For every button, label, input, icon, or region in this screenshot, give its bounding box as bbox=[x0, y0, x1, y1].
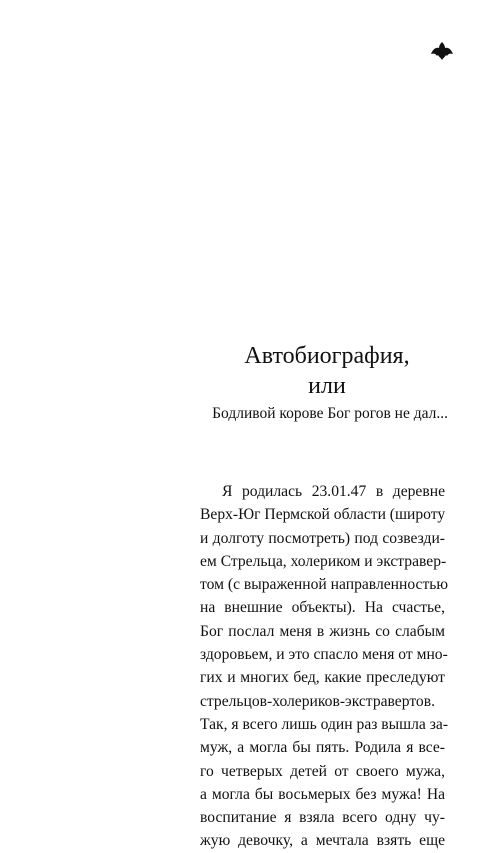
body-line: Я родилась 23.01.47 в деревне bbox=[222, 483, 445, 500]
body-line: жую девочку, а мечтала взять еще bbox=[200, 832, 445, 850]
body-line: го четверых детей от своего мужа, bbox=[200, 762, 445, 780]
body-line: воспитание я взяла всего одну чу- bbox=[200, 809, 445, 827]
body-line: муж, а могла бы пять. Родила я все- bbox=[200, 739, 445, 757]
body-line: здоровьем, и это спасло меня от мно- bbox=[200, 646, 448, 664]
body-paragraph bbox=[200, 480, 449, 853]
body-line: Так, я всего лишь один раз вышла за- bbox=[200, 715, 449, 733]
chapter-subtitle: Бодливой корове Бог рогов не дал... bbox=[212, 405, 448, 422]
chapter-title bbox=[196, 341, 458, 401]
chapter-title-line-1: Автобиография, bbox=[244, 343, 410, 369]
body-line: на внешние объекты). На счастье, bbox=[200, 599, 445, 617]
body-line: гих и многих бед, какие преследуют bbox=[200, 669, 445, 687]
body-line: а могла бы восьмерых без мужа! На bbox=[200, 785, 445, 803]
publisher-ornament-icon bbox=[430, 41, 454, 61]
body-line: том (с выраженной направленностью bbox=[200, 576, 449, 594]
chapter-title-line-2: или bbox=[308, 373, 346, 399]
body-line: и долготу посмотреть) под созвезди- bbox=[200, 529, 445, 547]
body-line: стрельцов-холериков-экстравертов. bbox=[200, 692, 435, 710]
body-line: ем Стрельца, холериком и экстравер- bbox=[200, 552, 447, 570]
body-line: Верх-Юг Пермской области (широту bbox=[200, 506, 446, 524]
body-line: Бог послал меня в жизнь со слабым bbox=[200, 622, 445, 640]
